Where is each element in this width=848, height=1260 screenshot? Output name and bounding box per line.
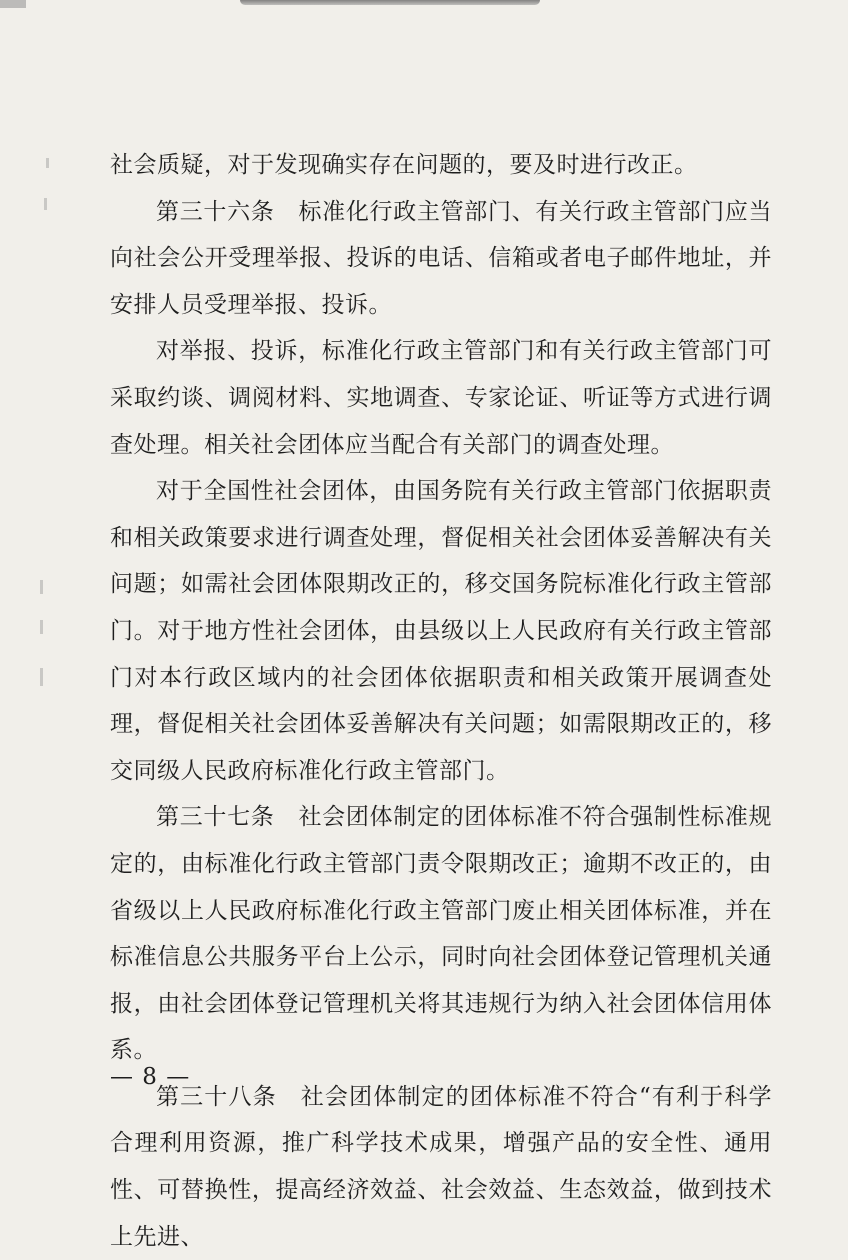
paragraph xyxy=(110,1074,772,1260)
article-number: 第三十七条 xyxy=(156,804,275,831)
paragraph-text: 社会团体制定的团体标准不符合“有利于科学合理利用资源，推广科学技术成果，增强产品的安全性、通用性、可替换性，提高经济效益、社会效益、生态效益，做到技术上先进、 xyxy=(110,1083,772,1250)
scan-corner-mark xyxy=(0,0,26,8)
scan-speck xyxy=(40,620,43,634)
page-number: — 8 — xyxy=(110,1064,191,1090)
scan-top-edge xyxy=(240,0,540,5)
paragraph-text: 对举报、投诉，标准化行政主管部门和有关行政主管部门可采取约谈、调阅材料、实地调查、专家论证、听证等方式进行调查处理。相关社会团体应当配合有关部门的调查处理。 xyxy=(110,338,772,458)
paragraph-text: 社会质疑，对于发现确实存在问题的，要及时进行改正。 xyxy=(110,152,698,178)
article-number: 第三十六条 xyxy=(156,198,275,225)
paragraph-text: 对于全国性社会团体，由国务院有关行政主管部门依据职责和相关政策要求进行调查处理，督促相关社会团体妥善解决有关问题；如需社会团体限期改正的，移交国务院标准化行政主管部门。对于地方性社会团体，由县级以上人民政府有关行政主管部门对本行政区域内的社会团体依据职责和相关政策开展调查处理，督促相关社会团体妥善解决有关问题；如需限期改正的，移交同级人民政府标准化行政主管部门。 xyxy=(110,478,772,784)
article-number: 第三十八条 xyxy=(156,1083,277,1110)
paragraph-text: 标准化行政主管部门、有关行政主管部门应当向社会公开受理举报、投诉的电话、信箱或者电子邮件地址，并安排人员受理举报、投诉。 xyxy=(110,198,772,318)
scan-speck xyxy=(40,580,43,594)
scan-speck xyxy=(40,668,43,686)
scan-speck xyxy=(44,198,47,210)
paragraph xyxy=(110,142,772,189)
scan-speck xyxy=(46,158,49,168)
paragraph xyxy=(110,328,772,468)
paragraph-text: 社会团体制定的团体标准不符合强制性标准规定的，由标准化行政主管部门责令限期改正；逾期不改正的，由省级以上人民政府标准化行政主管部门废止相关团体标准，并在标准信息公共服务平台上公示，同时向社会团体登记管理机关通报，由社会团体登记管理机关将其违规行为纳入社会团体信用体系。 xyxy=(110,804,772,1064)
paragraph xyxy=(110,468,772,794)
paragraph xyxy=(110,189,772,329)
document-body xyxy=(110,142,772,1260)
paragraph xyxy=(110,794,772,1074)
